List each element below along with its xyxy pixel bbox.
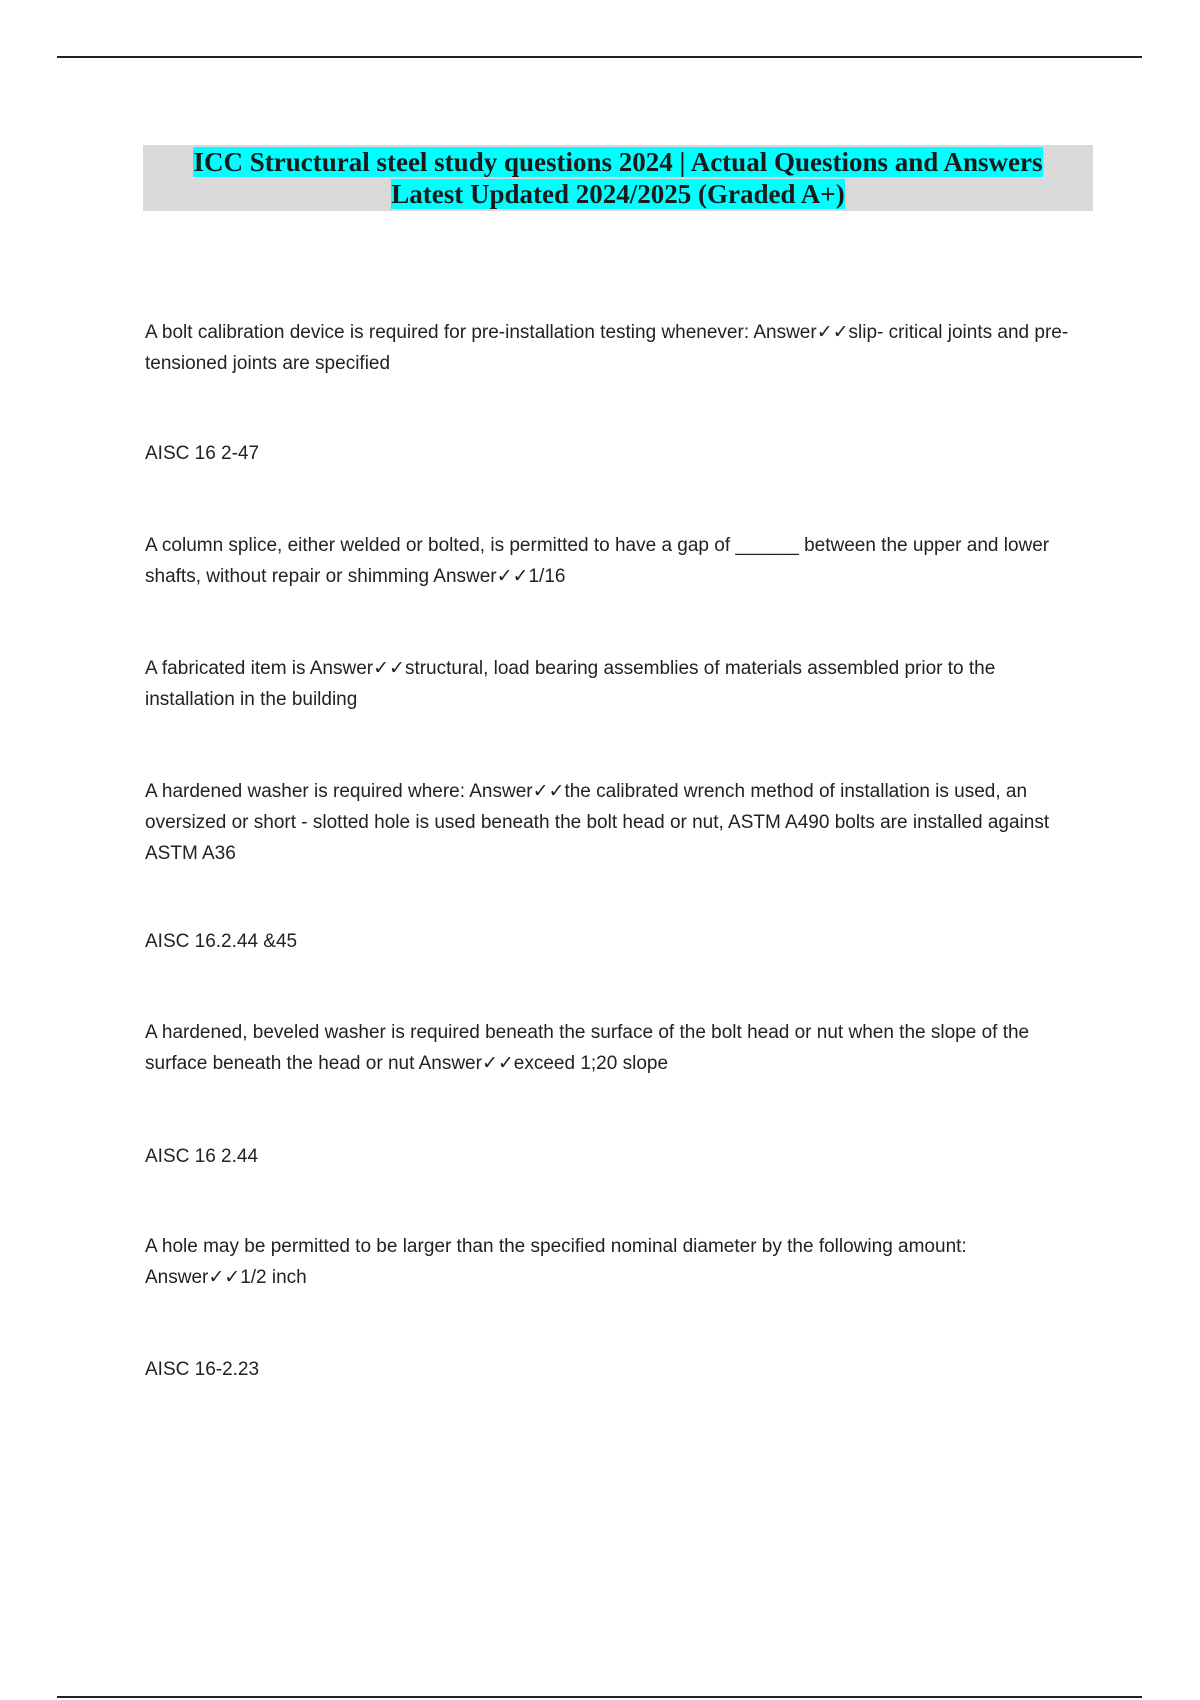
title-line-2: Latest Updated 2024/2025 (Graded A+) bbox=[391, 179, 845, 209]
question-1: A bolt calibration device is required for pre-installation testing whenever: Answer✓✓slip- critical joints and pre-tensioned joints are specified bbox=[145, 322, 1069, 374]
document-title bbox=[143, 145, 1093, 211]
question-6: A hole may be permitted to be larger than the specified nominal diameter by the following amount: Answer✓✓1/2 inch bbox=[145, 1236, 967, 1288]
reference-3: AISC 16 2.44 bbox=[145, 1146, 259, 1167]
reference-2: AISC 16.2.44 &45 bbox=[145, 931, 298, 952]
title-line-1: ICC Structural steel study questions 2024 | Actual Questions and Answers bbox=[193, 147, 1043, 177]
bottom-rule bbox=[57, 1696, 1142, 1698]
question-5: A hardened, beveled washer is required beneath the surface of the bolt head or nut when the slope of the surface beneath the head or nut Answer✓✓exceed 1;20 slope bbox=[145, 1022, 1030, 1074]
reference-4: AISC 16-2.23 bbox=[145, 1359, 260, 1380]
question-2: A column splice, either welded or bolted, is permitted to have a gap of ______ between the upper and lower shafts, without repair or shimming Answer✓✓1/16 bbox=[145, 535, 1050, 587]
question-3: A fabricated item is Answer✓✓structural, load bearing assemblies of materials assembled prior to the installation in the building bbox=[145, 658, 996, 710]
question-4: A hardened washer is required where: Answer✓✓the calibrated wrench method of installation is used, an oversized or short - slotted hole is used beneath the bolt head or nut, ASTM A490 bolts are installed against ASTM A36 bbox=[145, 781, 1050, 864]
top-rule bbox=[57, 56, 1142, 58]
reference-1: AISC 16 2-47 bbox=[145, 443, 260, 464]
